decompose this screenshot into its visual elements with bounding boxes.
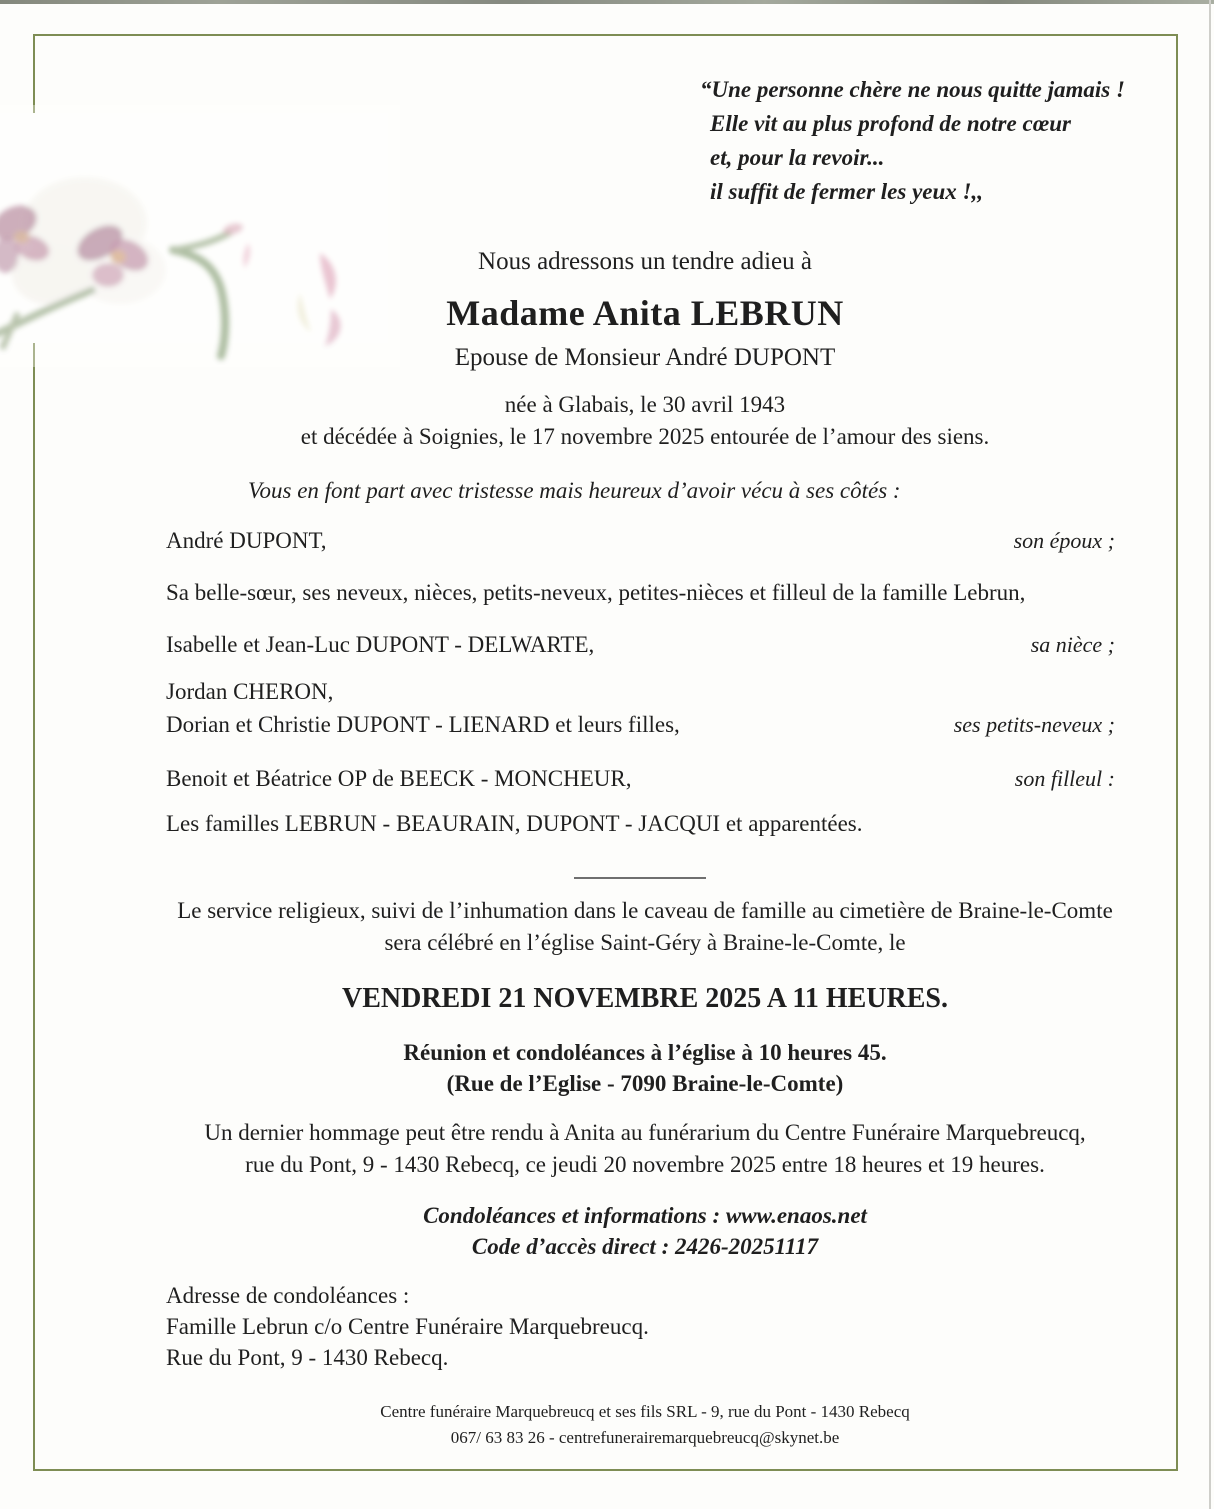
relative-name: André DUPONT, <box>166 528 327 553</box>
memorial-quote <box>700 73 1125 209</box>
meeting-line: Réunion et condoléances à l’église à 10 heures 45. <box>403 1040 887 1065</box>
condolence-address-line-1: Famille Lebrun c/o Centre Funéraire Marquebreucq. <box>166 1314 649 1339</box>
tribute-line-1: Un dernier hommage peut être rendu à Anita au funérarium du Centre Funéraire Marquebreucq, <box>204 1120 1086 1145</box>
relative-name: Dorian et Christie DUPONT - LIENARD et leurs filles, <box>166 712 680 737</box>
relative-relation: ses petits-neveux ; <box>953 712 1115 737</box>
service-line-2: sera célébré en l’église Saint-Géry à Braine-le-Comte, le <box>384 930 906 955</box>
family-entry-row <box>166 528 1115 554</box>
family-entry-row <box>166 632 1115 658</box>
family-entry-row <box>166 766 1115 792</box>
service-line-1: Le service religieux, suivi de l’inhumation dans le caveau de famille au cimetière de Braine-le-Comte <box>177 898 1113 923</box>
relative-name: Isabelle et Jean-Luc DUPONT - DELWARTE, <box>166 632 595 657</box>
deceased-name: Madame Anita LEBRUN <box>446 293 844 333</box>
family-entry-row <box>166 811 1115 837</box>
relative-name: Benoit et Béatrice OP de BEECK - MONCHEUR, <box>166 766 632 791</box>
quote-line: et, pour la revoir... <box>710 145 885 170</box>
ceremony-date: VENDREDI 21 NOVEMBRE 2025 A 11 HEURES. <box>342 983 948 1014</box>
death-line: et décédée à Soignies, le 17 novembre 2025 entourée de l’amour des siens. <box>300 424 990 449</box>
section-divider <box>574 877 706 879</box>
family-entry-row <box>166 712 1115 738</box>
relative-relation: son époux ; <box>1013 528 1115 553</box>
quote-line: Elle vit au plus profond de notre cœur <box>710 111 1072 136</box>
scan-top-edge <box>0 0 1214 4</box>
relative-name: Jordan CHERON, <box>166 679 334 704</box>
meeting-address: (Rue de l’Eglise - 7090 Braine-le-Comte) <box>446 1071 844 1096</box>
funeral-home-footer-line-1: Centre funéraire Marquebreucq et ses fils SRL - 9, rue du Pont - 1430 Rebecq <box>380 1402 910 1421</box>
scan-right-edge <box>1209 0 1211 1509</box>
relative-relation: son filleul : <box>1014 766 1115 791</box>
birth-line: née à Glabais, le 30 avril 1943 <box>504 392 786 417</box>
family-entry-row <box>166 580 1115 606</box>
condolence-address-title: Adresse de condoléances : <box>166 1283 410 1308</box>
relative-name: Les familles LEBRUN - BEAURAIN, DUPONT - JACQUI et apparentées. <box>166 811 863 836</box>
relative-relation: sa nièce ; <box>1030 632 1115 657</box>
family-entry-row <box>166 679 1115 705</box>
condolence-address-line-2: Rue du Pont, 9 - 1430 Rebecq. <box>166 1345 449 1370</box>
tribute-line-2: rue du Pont, 9 - 1430 Rebecq, ce jeudi 20 novembre 2025 entre 18 heures et 19 heures. <box>245 1152 1045 1177</box>
funeral-home-footer-line-2: 067/ 63 83 26 - centrefunerairemarquebreucq@skynet.be <box>450 1428 840 1447</box>
quote-line: il suffit de fermer les yeux !,, <box>710 179 983 204</box>
spouse-line: Epouse de Monsieur André DUPONT <box>454 344 836 371</box>
online-condolences-info: Condoléances et informations : www.enaos.net <box>423 1203 867 1228</box>
relative-name: Sa belle-sœur, ses neveux, nièces, petits-neveux, petites-nièces et filleul de la famille Lebrun, <box>166 580 1026 605</box>
farewell-intro: Nous adressons un tendre adieu à <box>478 248 812 275</box>
announcement-intro: Vous en font part avec tristesse mais heureux d’avoir vécu à ses côtés : <box>248 478 901 503</box>
online-access-code: Code d’accès direct : 2426-20251117 <box>471 1234 819 1259</box>
quote-line: “Une personne chère ne nous quitte jamais ! <box>700 77 1125 102</box>
